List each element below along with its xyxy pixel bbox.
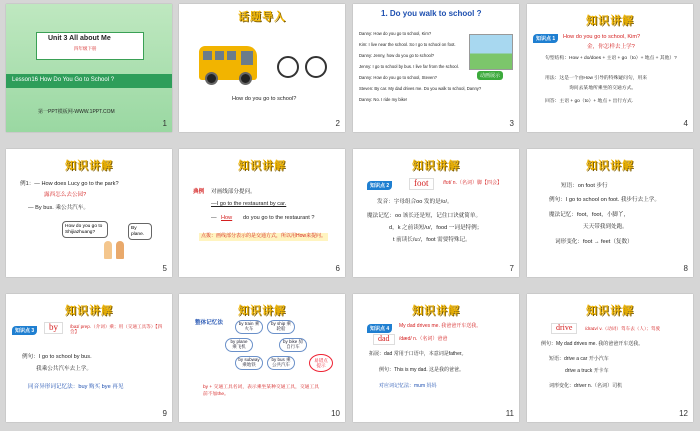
slide-question: How do you go to school? [232, 96, 297, 102]
vocab-phonetic: /dæd/ n.（名词）爸爸 [399, 336, 448, 342]
speech-bubble-question: How do you go to Shijiazhuang? [62, 221, 108, 238]
method-label: 整体记忆法 [195, 320, 223, 326]
extend-line: 拓展：dad 常用于口语中，本意词是father。 [369, 351, 467, 357]
footer-text: 第一PPT模板网-WWW.1PPT.COM [38, 109, 115, 115]
variant-line: 词形变化：foot → feet（复数） [555, 239, 633, 245]
slide-title: 知识讲解 [586, 14, 634, 27]
slide-title: 知识讲解 [586, 304, 634, 317]
mind-node-subway: by subway 乘地铁 [235, 356, 263, 370]
vocab-phonetic: /baɪ/ prep.（介词）乘；用（交通工具等）【四会】 [70, 324, 163, 335]
slide-number: 9 [162, 409, 167, 418]
sentence-underlined: —I go to the restaurant by car. [211, 201, 287, 207]
slide-title: 话题导入 [238, 10, 286, 23]
slide-thumbnail-2[interactable] [179, 4, 345, 132]
example-line: 例句：I go to school on foot. 我步行去上学。 [549, 197, 660, 203]
point-badge: 知识点 2 [367, 181, 392, 190]
slide-title: 1. Do you walk to school ? [381, 9, 482, 18]
vocab-word: drive [551, 323, 577, 334]
school-bus-image [199, 46, 257, 80]
example-line: 例句：My dad drives me. 我的爸爸开车送我。 [541, 341, 644, 347]
answer-line: 回答：主语 + go（to）+ 地点 + 出行方式. [545, 99, 634, 104]
point-translation: 金，你怎样去上学? [587, 44, 635, 50]
animation-button[interactable]: 动画展示 [477, 71, 503, 80]
point-badge: 知识点 4 [367, 324, 392, 333]
slide-number: 1 [162, 119, 167, 128]
blank-answer: How [221, 215, 233, 221]
speech-bubble-answer: By plane. [128, 223, 152, 240]
pattern-line: 句型结构：How + do/does + 主语 + go（to）+ 地点 + 其他）? [545, 56, 677, 61]
slide-title: 知识讲解 [238, 304, 286, 317]
tip-line: by + 交通工具名词，表示乘坐某种交通工具，交通工具前不加the。 [203, 385, 320, 398]
child-figure-2 [116, 241, 124, 259]
vocab-word: dad [373, 334, 395, 345]
dialog-line-5: Danny: How do you go to school, Steven? [359, 75, 437, 80]
phrase-line: 短语：on foot 步行 [561, 183, 608, 189]
slide-thumbnail-7[interactable] [353, 149, 519, 277]
pronunciation-line: 发音：字母组合oo 发的是/ʊ/。 [377, 199, 453, 205]
slide-thumbnail-1[interactable] [6, 4, 172, 132]
point-sentence: How do you go to school, Kim? [563, 34, 641, 40]
lesson-title: Lesson16 How Do You Go to School ? [12, 77, 115, 83]
slide-thumbnail-11[interactable] [353, 294, 519, 422]
dialog-line-2: Kim: I live near the school. So I go to school on foot. [359, 42, 456, 47]
vocab-phonetic: /fʊt/ n.（名词）脚【四会】 [443, 180, 502, 186]
mind-node-ship: by ship 乘轮船 [267, 320, 295, 334]
example-question: 例1：— How does Lucy go to the park? [20, 181, 119, 187]
unit-title: Unit 3 All about Me [48, 35, 111, 42]
slide-thumbnail-10[interactable] [179, 294, 345, 422]
dialog-line-1: Danny: How do you go to school, Kim? [359, 31, 432, 36]
slide-number: 2 [335, 119, 340, 128]
slide-thumbnail-8[interactable] [527, 149, 693, 277]
child-figure-1 [104, 241, 112, 259]
grade-label: 四年级下册 [74, 46, 97, 51]
point-badge: 知识点 3 [12, 326, 37, 335]
slide-title: 知识讲解 [412, 304, 460, 317]
example-answer: — By bus. 乘公共汽车。 [28, 205, 89, 211]
slide-thumbnail-4[interactable] [527, 4, 693, 132]
memory-line-1: 魔法记忆：foot，foot，小脚丫， [549, 212, 630, 218]
example-label: 典例 [193, 189, 205, 195]
example-line: 例句：I go to school by bus. [22, 354, 92, 360]
slide-number: 12 [679, 409, 688, 418]
slide-number: 10 [331, 409, 340, 418]
mind-node-train: by train 乘火车 [235, 320, 263, 334]
dialog-line-4: Jenny: I go to school by bus. I live far from the school. [359, 64, 459, 69]
dialog-line-7: Danny: No. I ride my bike! [359, 97, 408, 102]
usage-line-1: 用法：这是一个由How 引导的特殊疑问句，用来 [545, 76, 648, 81]
example-translation: 我乘公共汽车去上学。 [36, 366, 92, 372]
slide-number: 7 [509, 264, 514, 273]
slide-title: 知识讲解 [238, 159, 286, 172]
rule-line-2: t 前读长/u:/，foot 需要特殊记。 [393, 237, 471, 243]
slide-title: 知识讲解 [65, 159, 113, 172]
blank-rest: do you go to the restaurant ? [243, 215, 315, 221]
slide-thumbnail-6[interactable] [179, 149, 345, 277]
usage-line-2: 询问去某地所乘坐的交通方式。 [569, 86, 637, 91]
point-badge: 知识点 1 [533, 34, 558, 43]
dialog-line-3: Danny: Jenny, how do you go to school? [359, 53, 435, 58]
slide-thumbnail-5[interactable] [6, 149, 172, 277]
slide-number: 6 [335, 264, 340, 273]
error-tip-bubble: 易错点提示 [309, 354, 333, 372]
blank-dash: — [211, 215, 217, 221]
mind-node-plane: by plane 乘飞机 [225, 338, 253, 352]
slide-number: 8 [683, 264, 688, 273]
phrase-line-1: 短语：drive a car 开小汽车 [549, 356, 609, 362]
slide-title: 知识讲解 [412, 159, 460, 172]
slide-number: 11 [505, 409, 514, 418]
slide-thumbnail-3[interactable] [353, 4, 519, 132]
point-sentence: My dad drives me. 我爸爸开车送我。 [399, 323, 482, 329]
vocab-word: by [44, 322, 63, 334]
slide-thumbnail-9[interactable] [6, 294, 172, 422]
dialog-line-6: Steven: By car. My dad drives me. Do you walk to school, Danny? [359, 86, 482, 91]
memory-line: 魔法记忆：oo 该长还是短，记住口诀就简单。 [367, 213, 482, 219]
slide-number: 3 [509, 119, 514, 128]
rule-line-1: d，k 之前读短/ʊ/，food 一词是特例； [389, 225, 483, 231]
memory-line: 对应词记忆法：mum 妈妈 [379, 383, 437, 389]
slide-number: 4 [683, 119, 688, 128]
variant-line: 词形变化：driver n.（名词）司机 [549, 383, 623, 389]
homophone-line: 同音异形词记忆法：buy 购买 bye 再见 [28, 384, 124, 390]
vocab-phonetic: /draɪv/ v.（动词）驾车去（人）；驾驶 [585, 326, 661, 331]
cartoon-scene-image [469, 34, 513, 70]
example-line: 例句：This is my dad. 这是我的爸爸。 [379, 367, 465, 373]
mind-node-bike: by bike 骑自行车 [279, 338, 307, 352]
example-translation: 露西怎么去公园? [44, 192, 87, 198]
slide-thumbnail-12[interactable] [527, 294, 693, 422]
vocab-word: foot [409, 178, 434, 190]
instruction: 对画线部分提问。 [211, 189, 256, 195]
memory-line-2: 天天带我到处跑。 [583, 224, 628, 230]
mind-node-bus: by bus 乘公共汽车 [267, 356, 295, 370]
phrase-line-2: drive a truck 开卡车 [565, 368, 609, 374]
slide-title: 知识讲解 [65, 304, 113, 317]
slide-title: 知识讲解 [586, 159, 634, 172]
tip-line: 点拨：画线部分表示的是交通方式，所以用How来提问。 [201, 233, 327, 239]
slide-number: 5 [162, 264, 167, 273]
